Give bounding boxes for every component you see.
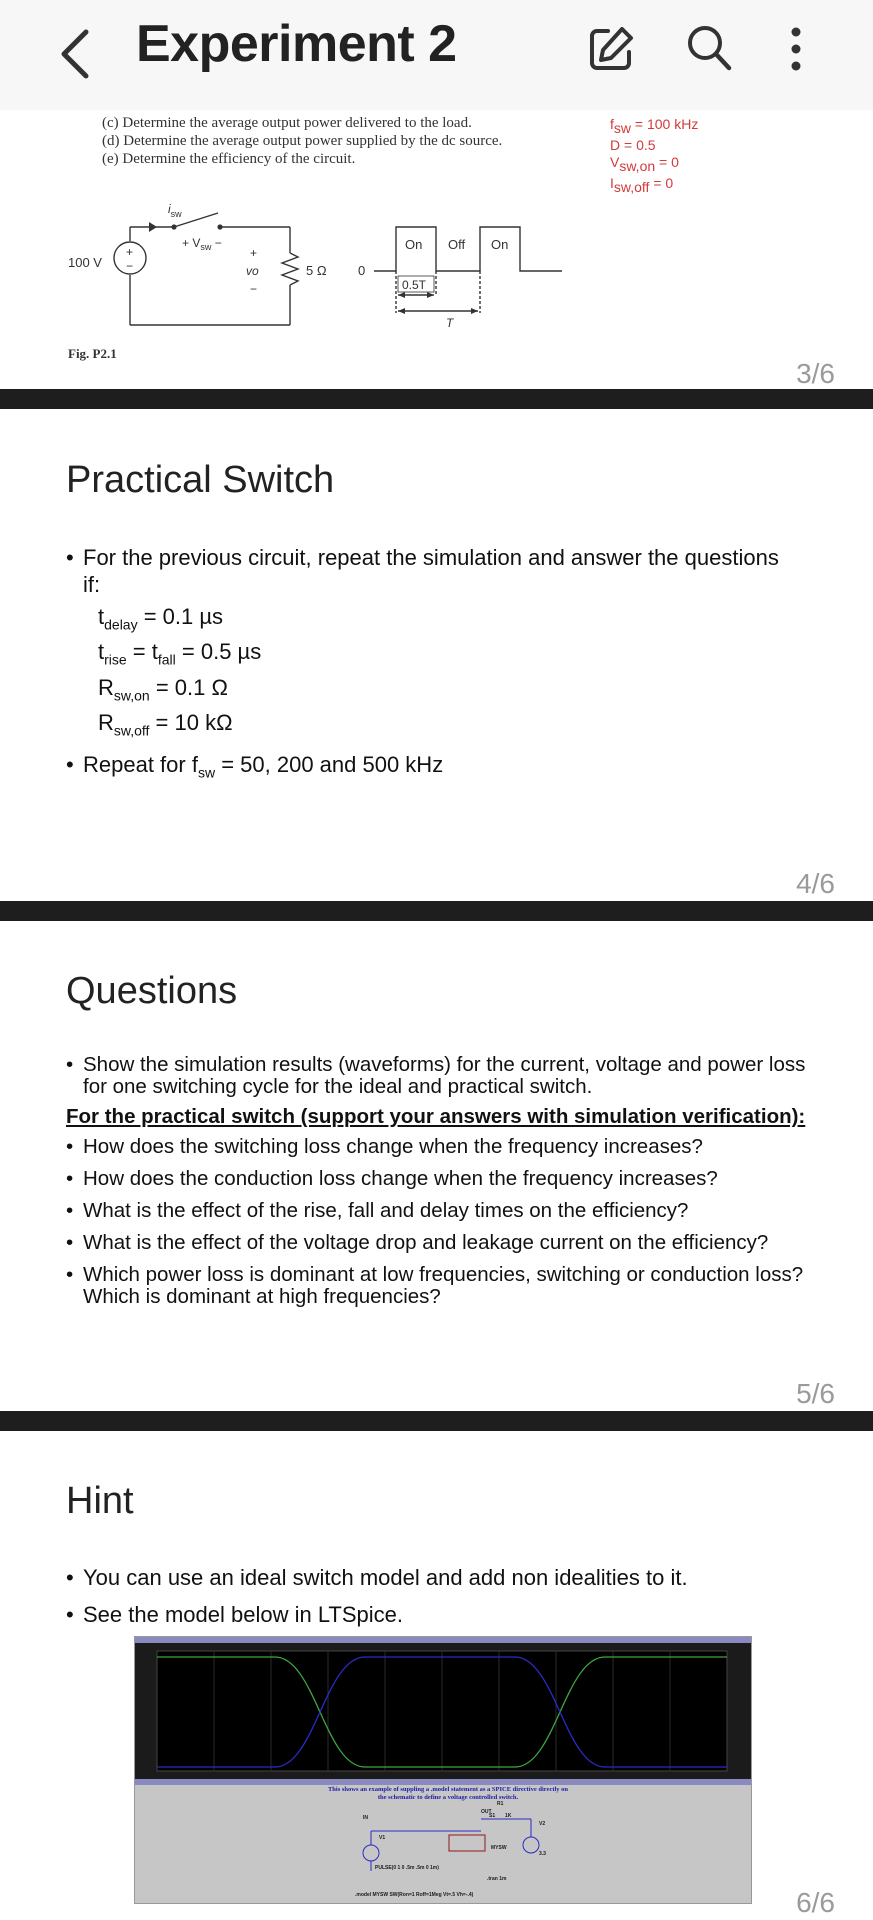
slide-3-text bbox=[102, 114, 502, 168]
source-plus: + bbox=[126, 245, 134, 259]
search-icon bbox=[684, 22, 734, 74]
vo-label: vo bbox=[246, 264, 259, 278]
tran-directive: .tran 1m bbox=[487, 1876, 507, 1882]
page-number: 4/6 bbox=[796, 868, 835, 899]
slide-title: Practical Switch bbox=[66, 459, 335, 501]
model-directive: .model MYSW SW(Ron=1 Roff=1Meg Vt=.5 Vh=-.4) bbox=[355, 1892, 474, 1898]
waveform-zero: 0 bbox=[358, 263, 366, 278]
edit-icon bbox=[586, 24, 636, 74]
bullet-item: • What is the effect of the voltage drop and leakage current on the efficiency? bbox=[66, 1232, 806, 1254]
on-time-label: 0.5T bbox=[402, 278, 427, 292]
ltspice-note: This shows an example of suppling a .model statement as a SPICE directive directly on the schematic to define a voltage controlled switch. bbox=[327, 1786, 569, 1801]
bullet-item: • Which power loss is dominant at low frequencies, switching or conduction loss? Which is dominant at high frequencies? bbox=[66, 1264, 806, 1308]
text-line: (e) Determine the efficiency of the circuit. bbox=[102, 151, 356, 167]
more-options-button[interactable] bbox=[776, 20, 816, 80]
bullet-item: • How does the switching loss change when the frequency increases? bbox=[66, 1136, 806, 1158]
bullet-item: • What is the effect of the rise, fall and delay times on the efficiency? bbox=[66, 1200, 806, 1222]
edit-button[interactable] bbox=[586, 24, 636, 74]
bullet-item: • Repeat for $f_{sw} = 50$, 200 and 500 kHz bbox=[66, 751, 786, 786]
label-v1: V1 bbox=[379, 1835, 386, 1841]
bullet-item: • For the previous circuit, repeat the simulation and answer the questions if: bbox=[66, 544, 786, 598]
label-s1: S1 bbox=[489, 1813, 496, 1819]
resistor-label: 5 Ω bbox=[306, 263, 327, 278]
vo-plus: + bbox=[250, 246, 258, 260]
slide-4-bullets bbox=[66, 544, 786, 791]
more-vert-icon bbox=[776, 20, 816, 80]
label-1k: 1K bbox=[505, 1813, 512, 1819]
slide-6-bullets bbox=[66, 1564, 806, 1633]
trise-param: $t_{rise} = t_{fall} = 0.5$ µs bbox=[98, 639, 262, 668]
rsoff-param: $R_{sw,off} = 10$ kΩ bbox=[98, 710, 233, 739]
fsw-param: $f_{sw} = 100$ kHz bbox=[610, 116, 699, 136]
off-label: Off bbox=[448, 237, 466, 252]
bullet-item: • You can use an ideal switch model and add non idealities to it. bbox=[66, 1564, 806, 1591]
slide-separator bbox=[0, 1411, 873, 1431]
period-label: T bbox=[446, 316, 454, 330]
rson-param: $R_{sw,on} = 0.1$ Ω bbox=[98, 674, 228, 704]
switch-current-label: $i_{sw}$ bbox=[168, 202, 182, 219]
switch-voltage-label: + $V_{sw}$ − bbox=[182, 236, 222, 252]
slide-title: Hint bbox=[66, 1480, 134, 1522]
section-heading: For the practical switch (support your answers with simulation verification): bbox=[66, 1105, 806, 1128]
search-button[interactable] bbox=[684, 22, 734, 74]
label-in: IN bbox=[363, 1815, 368, 1821]
figure-caption: Fig. P2.1 bbox=[68, 346, 117, 361]
label-v2: V2 bbox=[539, 1821, 546, 1827]
on-label-2: On bbox=[491, 237, 509, 252]
page-title: Experiment 2 bbox=[136, 15, 457, 73]
bullet-item: • See the model below in LTSpice. bbox=[66, 1601, 806, 1628]
page-number: 5/6 bbox=[796, 1378, 835, 1409]
slide-title: Questions bbox=[66, 970, 238, 1012]
label-mysw: MYSW bbox=[491, 1845, 507, 1851]
ioff-param: $I_{sw,off} = 0$ bbox=[610, 174, 674, 195]
app-header bbox=[0, 0, 873, 110]
vo-minus: − bbox=[250, 282, 258, 296]
circuit-diagram bbox=[60, 195, 580, 335]
source-minus: − bbox=[126, 259, 134, 273]
slide-separator bbox=[0, 389, 873, 409]
label-r1: R1 bbox=[497, 1801, 504, 1807]
page-number: 3/6 bbox=[796, 358, 835, 389]
source-voltage-label: 100 V bbox=[68, 255, 102, 270]
text-line: (d) Determine the average output power supplied by the dc source. bbox=[102, 133, 503, 149]
bullet-item: • How does the conduction loss change when the frequency increases? bbox=[66, 1168, 806, 1190]
label-3v3: 3.3 bbox=[539, 1851, 546, 1857]
von-param: $V_{sw,on} = 0$ bbox=[610, 153, 679, 174]
back-button[interactable] bbox=[52, 18, 112, 88]
page-number: 6/6 bbox=[796, 1887, 835, 1918]
label-out: OUT bbox=[481, 1809, 492, 1815]
switch-parameters bbox=[610, 116, 698, 195]
text-line: (c) Determine the average output power delivered to the load. bbox=[102, 115, 472, 131]
slide-separator bbox=[0, 901, 873, 921]
pulse-directive: PULSE(0 1 0 .5m .5m 0 1m) bbox=[375, 1865, 439, 1871]
ltspice-screenshot bbox=[134, 1636, 752, 1904]
chevron-left-icon bbox=[52, 18, 112, 88]
duty-param: D = 0.5 bbox=[610, 136, 656, 153]
bullet-item: • Show the simulation results (waveforms) for the current, voltage and power loss for one switching cycle for the ideal and practical switch. bbox=[66, 1054, 806, 1098]
tdelay-param: $t_{delay} = 0.1$ µs bbox=[98, 604, 224, 633]
slide-5-bullets bbox=[66, 1054, 806, 1313]
ltspice-waveform-plot bbox=[135, 1637, 751, 1779]
on-label: On bbox=[405, 237, 423, 252]
